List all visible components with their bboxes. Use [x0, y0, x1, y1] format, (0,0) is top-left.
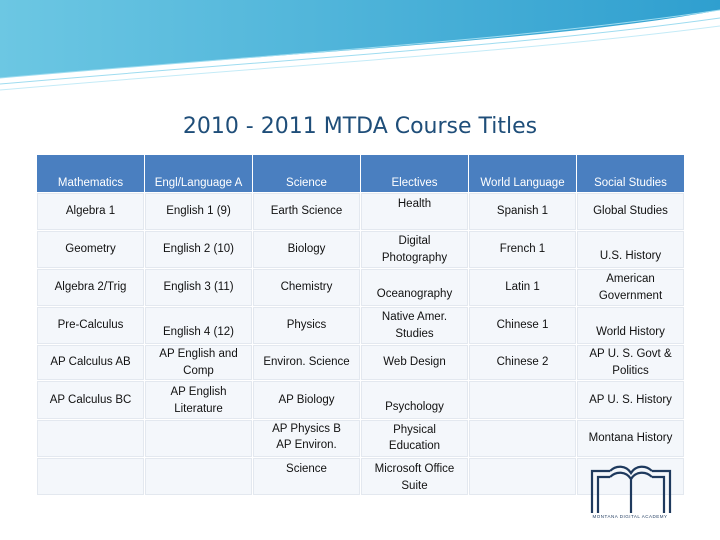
table-cell: Algebra 2/Trig — [37, 269, 144, 306]
table-row — [37, 345, 684, 380]
cell-text: Native Amer. — [381, 310, 448, 323]
cell-text: Education — [388, 440, 441, 453]
table-cell — [361, 193, 468, 230]
table-cell: English 1 (9) — [145, 193, 252, 230]
course-table — [36, 154, 685, 496]
cell-text: American — [606, 272, 655, 285]
table-cell — [145, 458, 252, 495]
table-cell: Biology — [253, 231, 360, 268]
table-cell: AP Biology — [253, 381, 360, 418]
table-cell — [253, 420, 360, 457]
table-cell: Chinese 1 — [469, 307, 576, 344]
table-cell: English 2 (10) — [145, 231, 252, 268]
table-cell: Physics — [253, 307, 360, 344]
table-row — [37, 231, 684, 268]
table-cell: Oceanography — [361, 269, 468, 306]
cell-text: AP Environ. — [276, 439, 337, 452]
table-cell: Algebra 1 — [37, 193, 144, 230]
table-cell — [469, 420, 576, 457]
cell-text: Comp — [183, 364, 214, 377]
table-cell — [145, 381, 252, 418]
cell-text: Digital — [398, 234, 431, 247]
table-cell — [361, 307, 468, 344]
page-title: 2010 - 2011 MTDA Course Titles — [182, 114, 538, 139]
logo-text: MONTANA DIGITAL ACADEMY — [592, 514, 668, 519]
table-cell: Montana History — [577, 420, 684, 457]
table-cell: English 3 (11) — [145, 269, 252, 306]
table-cell: U.S. History — [577, 231, 684, 268]
cell-text: Health — [397, 198, 432, 210]
header-science: Science — [253, 155, 360, 192]
table-row — [37, 381, 684, 418]
cell-text: Microsoft Office — [374, 463, 455, 476]
cell-text: AP U. S. Govt & — [589, 348, 672, 360]
table-row — [37, 420, 684, 457]
table-cell — [37, 420, 144, 457]
table-cell: Geometry — [37, 231, 144, 268]
header-english: Engl/Language A — [145, 155, 252, 192]
table-cell — [469, 458, 576, 495]
table-cell: Science — [253, 458, 360, 495]
cell-text: Government — [598, 289, 663, 302]
table-row — [37, 307, 684, 344]
cell-text: AP English — [170, 386, 227, 399]
table-cell: AP U. S. History — [577, 381, 684, 418]
header-mathematics: Mathematics — [37, 155, 144, 192]
header-electives: Electives — [361, 155, 468, 192]
cell-text: AP English and — [159, 348, 238, 360]
table-cell — [145, 345, 252, 380]
cell-text: AP Physics B — [272, 422, 341, 435]
table-cell — [577, 269, 684, 306]
table-cell: World History — [577, 307, 684, 344]
table-cell: Earth Science — [253, 193, 360, 230]
table-cell: Psychology — [361, 381, 468, 418]
table-cell — [469, 381, 576, 418]
header-social-studies: Social Studies — [577, 155, 684, 192]
table-cell: Global Studies — [577, 193, 684, 230]
cell-text: Photography — [381, 251, 448, 264]
table-cell: Web Design — [361, 345, 468, 380]
table-cell: Chinese 2 — [469, 345, 576, 380]
table-cell: French 1 — [469, 231, 576, 268]
header-world-language: World Language — [469, 155, 576, 192]
table-row — [37, 193, 684, 230]
cell-text: Politics — [612, 364, 649, 377]
table-cell — [361, 420, 468, 457]
cell-text: Physical — [393, 423, 436, 436]
table-cell — [577, 345, 684, 380]
table-row — [37, 269, 684, 306]
table-cell: Pre-Calculus — [37, 307, 144, 344]
cell-text: Literature — [174, 403, 223, 416]
decorative-swoosh — [0, 0, 720, 95]
table-cell: Spanish 1 — [469, 193, 576, 230]
table-cell — [361, 231, 468, 268]
table-header-row — [37, 155, 684, 192]
table-cell: Chemistry — [253, 269, 360, 306]
table-cell: English 4 (12) — [145, 307, 252, 344]
table-cell: AP Calculus AB — [37, 345, 144, 380]
table-cell — [145, 420, 252, 457]
table-cell — [37, 458, 144, 495]
cell-text: Studies — [395, 327, 434, 340]
cell-text: Suite — [401, 479, 428, 492]
table-cell: AP Calculus BC — [37, 381, 144, 418]
table-cell: Latin 1 — [469, 269, 576, 306]
table-cell: Environ. Science — [253, 345, 360, 380]
table-cell — [361, 458, 468, 495]
